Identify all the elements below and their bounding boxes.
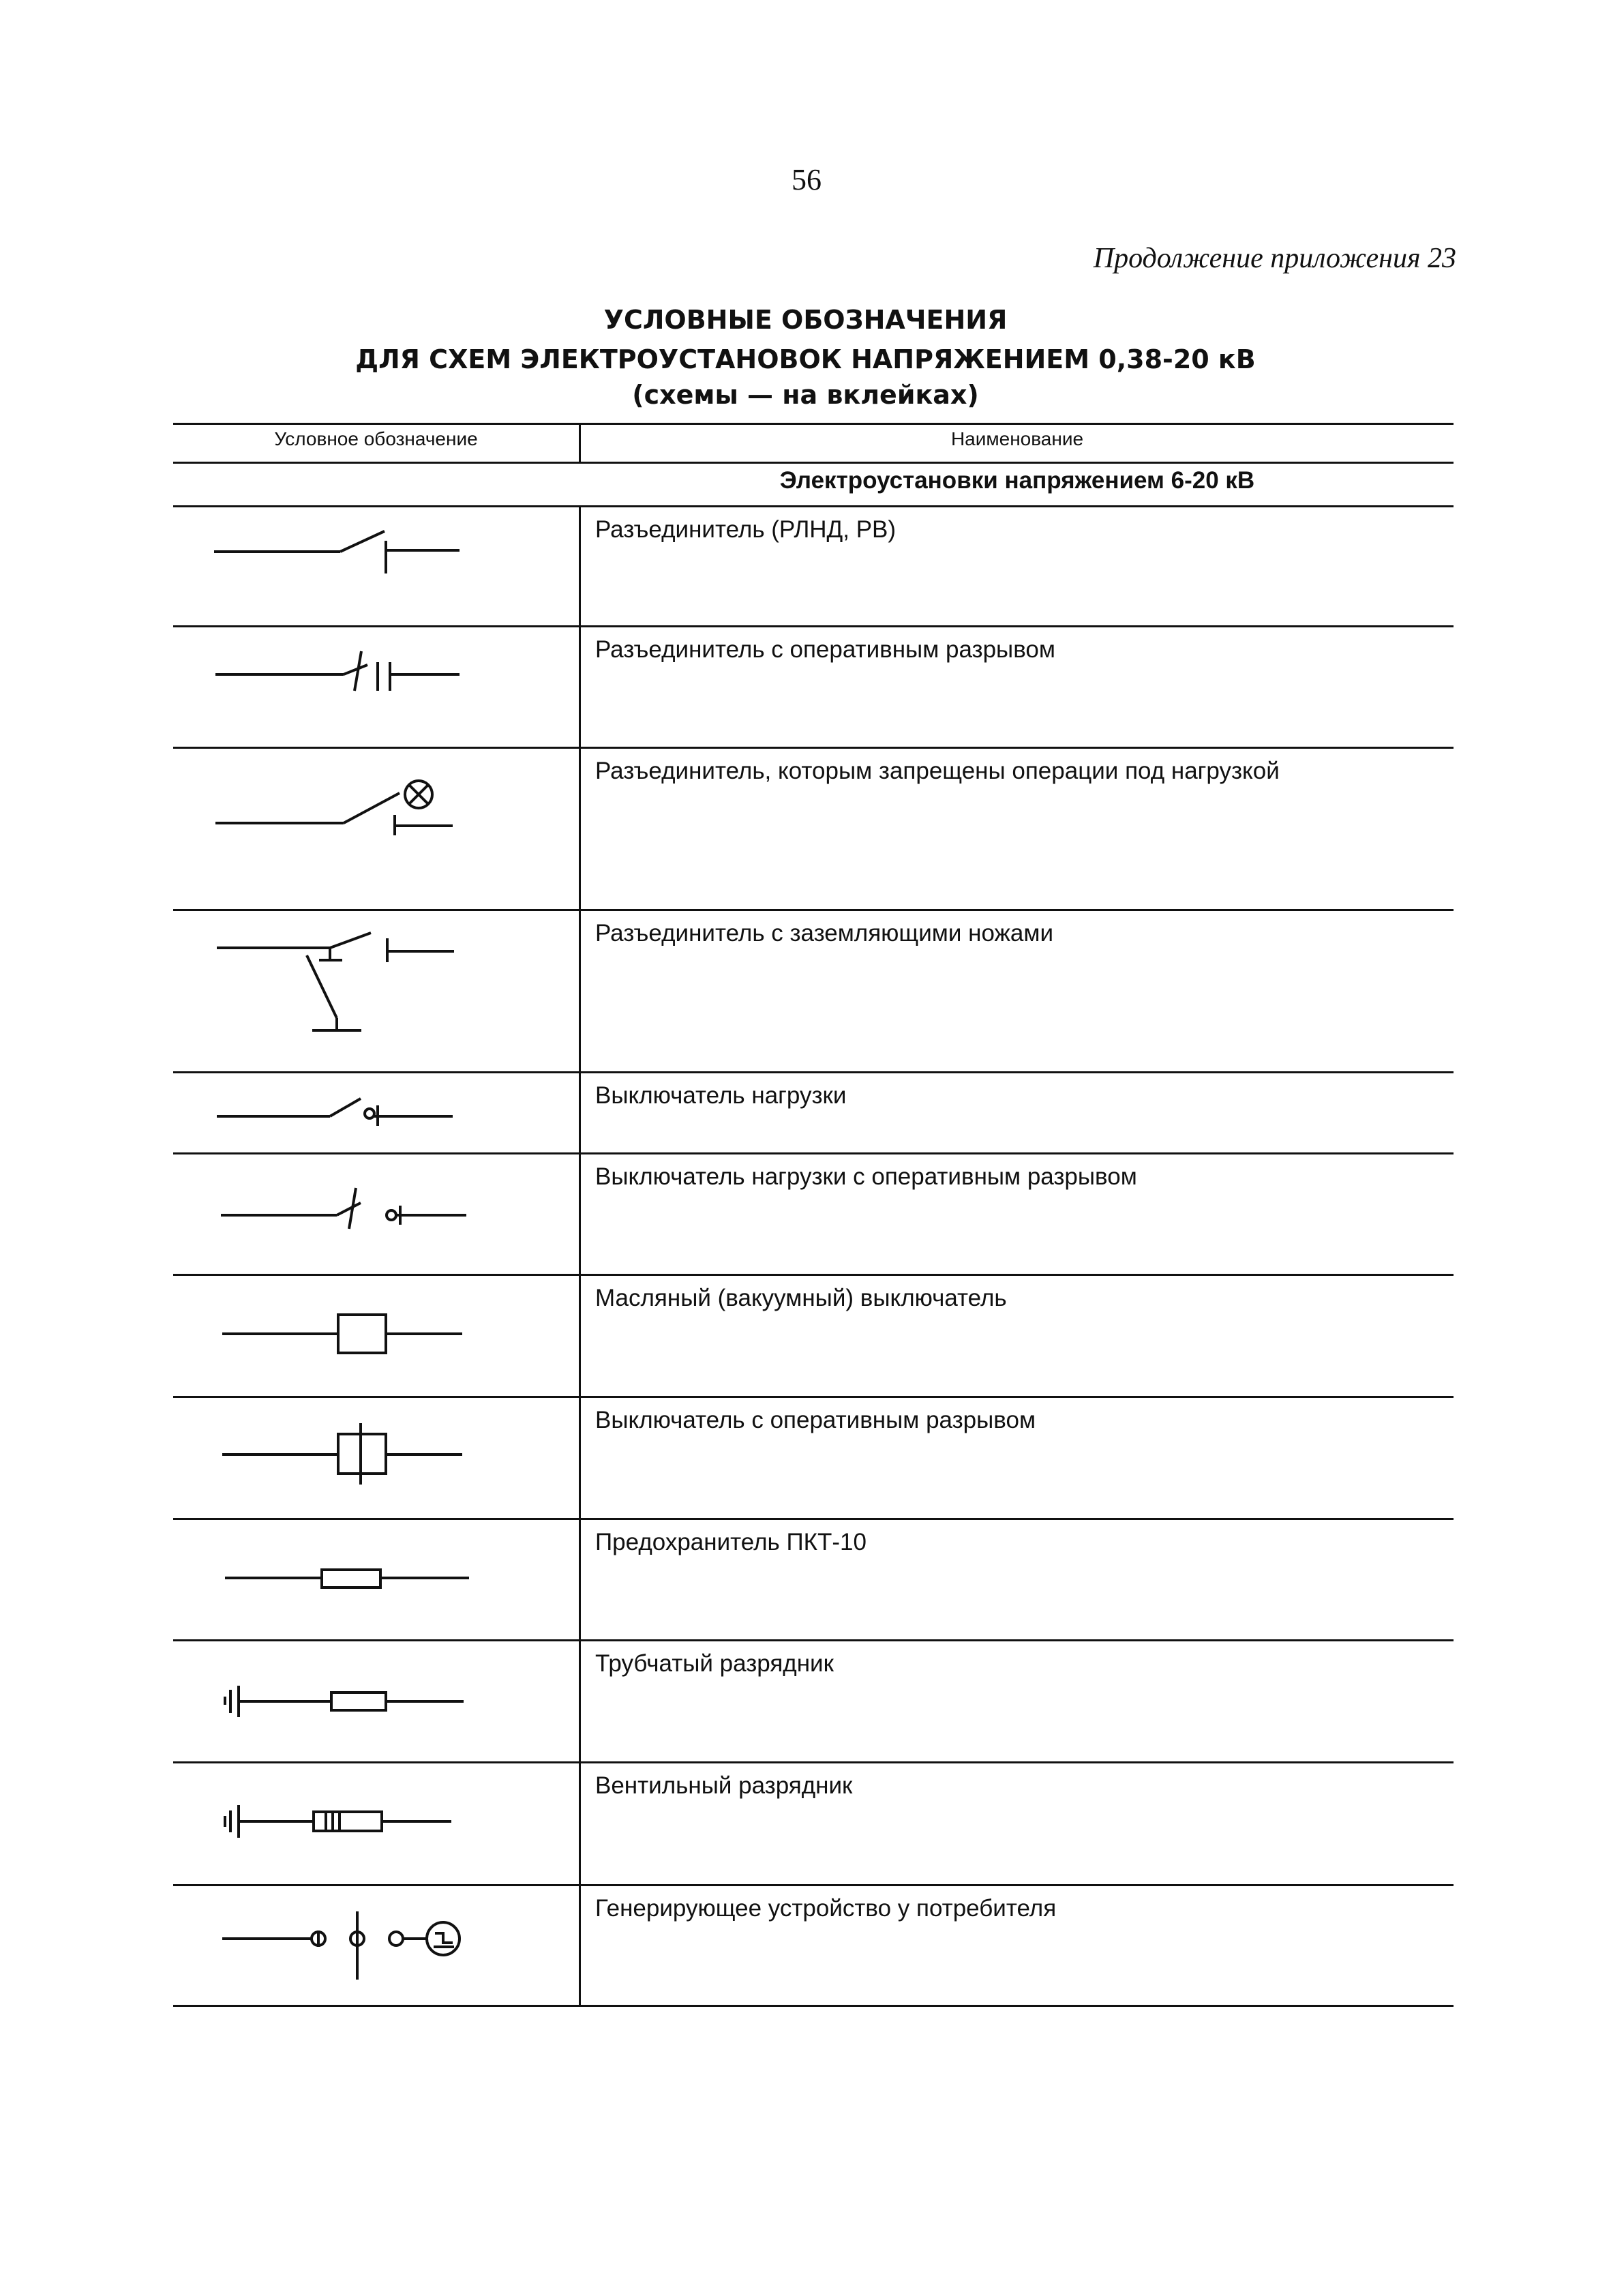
load-switch-operative-break-icon	[173, 1152, 579, 1274]
valve-arrester-icon	[173, 1761, 579, 1884]
fuse-icon	[173, 1518, 579, 1639]
row-name: Вентильный разрядник	[595, 1772, 853, 1799]
title-line-1: УСЛОВНЫЕ ОБОЗНАЧЕНИЯ	[603, 305, 1008, 335]
header-name: Наименование	[950, 428, 1084, 449]
section-title: Электроустановки напряжением 6-20 кВ	[779, 467, 1255, 494]
header-rule	[173, 462, 1454, 464]
table-top-rule	[173, 423, 1454, 425]
breaker-operative-break-icon	[173, 1396, 579, 1518]
disconnector-no-load-icon	[173, 747, 579, 909]
row-name: Трубчатый разрядник	[595, 1650, 834, 1677]
row-name: Разъединитель (РЛНД, РВ)	[595, 516, 897, 543]
row-name: Разъединитель, которым запрещены операции под нагрузкой	[595, 758, 1280, 784]
disconnector-operative-break-icon	[173, 625, 579, 747]
title-line-2: ДЛЯ СХЕМ ЭЛЕКТРОУСТАНОВОК НАПРЯЖЕНИЕМ 0,38-20 кВ	[355, 344, 1256, 374]
row-name: Выключатель нагрузки с оперативным разрывом	[595, 1163, 1137, 1190]
disconnector-icon	[173, 505, 579, 625]
title-line-3: (схемы — на вклейках)	[632, 380, 979, 410]
column-separator	[579, 505, 581, 2005]
continuation-label: Продолжение приложения 23	[1093, 243, 1456, 274]
row-name: Предохранитель ПКТ-10	[595, 1529, 867, 1555]
disconnector-earthing-blades-icon	[173, 909, 579, 1071]
header-symbol: Условное обозначение	[274, 428, 478, 449]
row-name: Выключатель нагрузки	[595, 1082, 847, 1109]
generator-icon	[173, 1884, 579, 2005]
row-name: Разъединитель с оперативным разрывом	[595, 636, 1055, 663]
oil-vacuum-breaker-icon	[173, 1274, 579, 1396]
load-switch-icon	[173, 1071, 579, 1152]
page-number: 56	[792, 163, 822, 196]
table-bottom-rule	[173, 2005, 1454, 2007]
row-name: Разъединитель с заземляющими ножами	[595, 920, 1054, 946]
row-name: Выключатель с оперативным разрывом	[595, 1407, 1036, 1433]
row-name: Генерирующее устройство у потребителя	[595, 1895, 1057, 1922]
row-name: Масляный (вакуумный) выключатель	[595, 1285, 1007, 1311]
tubular-arrester-icon	[173, 1639, 579, 1761]
